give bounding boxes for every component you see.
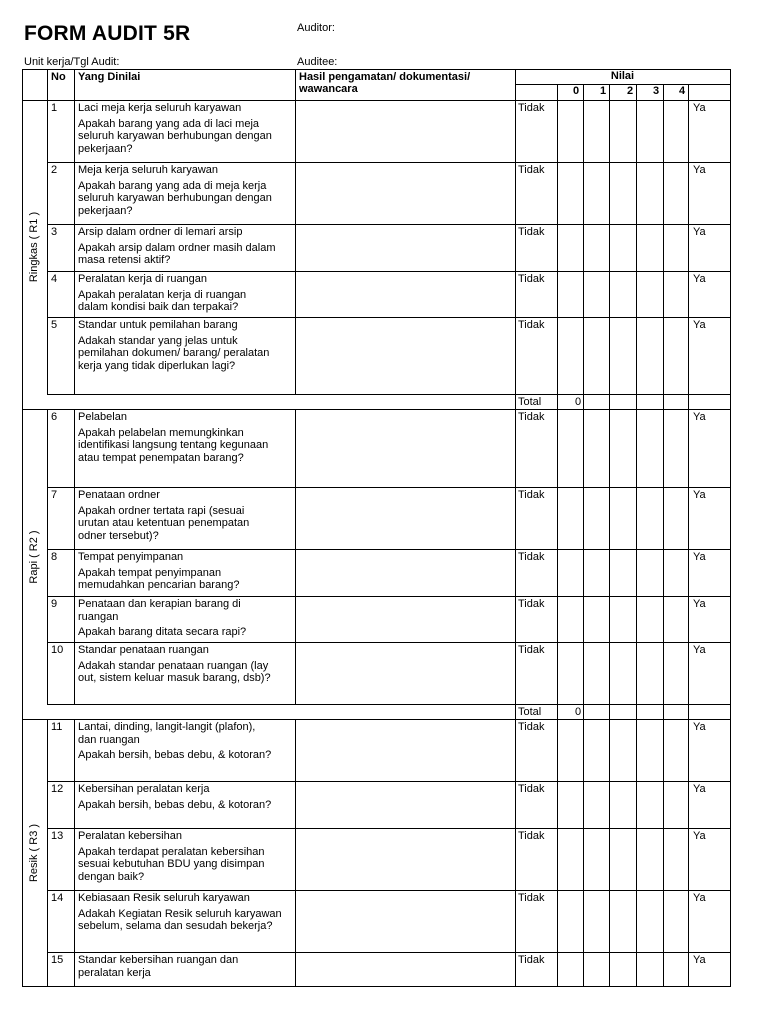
item-question: seluruh karyawan berhubungan dengan <box>78 192 272 204</box>
column-divider <box>609 84 610 986</box>
column-divider <box>663 84 664 986</box>
item-question: Apakah terdapat peralatan kebersihan <box>78 845 265 858</box>
item-question: Apakah pelabelan memungkinkan <box>78 426 244 439</box>
item-question: odner tersebut)? <box>78 529 159 542</box>
item-title: Laci meja kerja seluruh karyawan <box>78 102 242 114</box>
item-question: kerja yang tidak diperlukan lagi? <box>78 359 236 372</box>
item-number: 9 <box>51 598 58 610</box>
column-divider <box>74 100 75 394</box>
column-divider <box>295 409 296 704</box>
header-hasil-line2: wawancara <box>299 83 358 95</box>
item-number: 2 <box>51 164 58 176</box>
row-divider <box>22 719 731 720</box>
item-number: 6 <box>51 411 58 423</box>
item-title: Penataan dan kerapian barang di <box>78 598 241 610</box>
scale-ya: Ya <box>693 783 706 795</box>
item-question: Apakah arsip dalam ordner masih dalam <box>78 241 276 254</box>
total-value: 0 <box>575 706 582 718</box>
header-yang-dinilai: Yang Dinilai <box>78 71 141 83</box>
row-divider <box>47 952 731 953</box>
column-divider <box>295 100 296 394</box>
item-number: 11 <box>51 721 63 733</box>
scale-tidak: Tidak <box>518 783 545 795</box>
auditee-label: Auditee: <box>297 56 338 68</box>
row-divider <box>47 704 731 705</box>
scale-tidak: Tidak <box>518 644 545 656</box>
item-question: Apakah barang yang ada di laci meja <box>78 117 260 130</box>
scale-ya: Ya <box>693 319 706 331</box>
row-divider <box>47 781 731 782</box>
item-number: 1 <box>51 102 58 114</box>
item-question: Apakah peralatan kerja di ruangan <box>78 288 247 301</box>
column-divider <box>47 719 48 986</box>
scale-ya: Ya <box>693 551 706 563</box>
item-question: memudahkan pencarian barang? <box>78 579 240 591</box>
unit-audit-label: Unit kerja/Tgl Audit: <box>24 56 120 68</box>
item-question: Apakah barang ditata secara rapi? <box>78 626 247 638</box>
header-hasil: Hasil pengamatan/ dokumentasi/ <box>299 71 471 83</box>
section-label: Resik ( R3 ) <box>28 823 40 882</box>
item-question: pemilahan dokumen/ barang/ peralatan <box>78 347 270 359</box>
scale-tidak: Tidak <box>518 164 545 176</box>
item-number: 14 <box>51 892 64 904</box>
column-divider <box>47 100 48 394</box>
item-title: Tempat penyimpanan <box>78 551 184 563</box>
column-divider <box>22 69 23 986</box>
column-divider <box>295 719 296 986</box>
header-no: No <box>51 71 66 83</box>
item-number: 10 <box>51 644 64 656</box>
row-divider <box>47 317 731 318</box>
column-divider <box>74 69 75 100</box>
score-header-4: 4 <box>679 85 686 97</box>
item-question: Adakah standar yang jelas untuk <box>78 334 238 347</box>
total-label: Total <box>518 706 542 718</box>
item-title: Peralatan kerja di ruangan <box>78 273 208 285</box>
row-divider <box>22 986 731 987</box>
column-divider <box>583 84 584 986</box>
scale-ya: Ya <box>693 954 706 966</box>
item-question: Apakah bersih, bebas debu, & kotoran? <box>78 798 272 811</box>
item-title: Pelabelan <box>78 411 127 423</box>
item-title: peralatan kerja <box>78 966 151 979</box>
section-label: Rapi ( R2 ) <box>28 529 40 584</box>
row-divider <box>47 890 731 891</box>
score-header-1: 1 <box>600 85 607 97</box>
scale-tidak: Tidak <box>518 551 545 563</box>
scale-ya: Ya <box>693 892 706 904</box>
item-question: urutan atau ketentuan penempatan <box>78 517 250 529</box>
form-title: FORM AUDIT 5R <box>24 22 191 45</box>
item-question: Apakah tempat penyimpanan <box>78 566 222 579</box>
scale-ya: Ya <box>693 489 706 501</box>
item-question: seluruh karyawan berhubungan dengan <box>78 130 272 142</box>
item-question: identifikasi langsung tentang kegunaan <box>78 439 269 451</box>
scale-ya: Ya <box>693 598 706 610</box>
row-divider <box>47 394 731 395</box>
item-question: Apakah barang yang ada di meja kerja <box>78 179 267 192</box>
scale-ya: Ya <box>693 830 706 842</box>
row-divider <box>47 487 731 488</box>
scale-tidak: Tidak <box>518 598 545 610</box>
total-value: 0 <box>575 396 582 408</box>
row-divider <box>47 549 731 550</box>
column-divider <box>515 69 516 986</box>
score-header-2: 2 <box>627 85 634 97</box>
row-divider <box>47 271 731 272</box>
item-question: dengan baik? <box>78 870 145 883</box>
scale-tidak: Tidak <box>518 319 545 331</box>
row-divider <box>515 84 731 85</box>
scale-ya: Ya <box>693 644 706 656</box>
row-divider <box>47 642 731 643</box>
column-divider <box>688 84 689 986</box>
column-divider <box>47 409 48 704</box>
row-divider <box>47 224 731 225</box>
scale-tidak: Tidak <box>518 830 545 842</box>
column-divider <box>557 84 558 986</box>
column-divider <box>74 719 75 986</box>
item-title: Penataan ordner <box>78 489 160 501</box>
item-question: pekerjaan? <box>78 204 133 217</box>
column-divider <box>47 69 48 100</box>
item-title: Lantai, dinding, langit-langit (plafon), <box>78 721 256 733</box>
item-title: Arsip dalam ordner di lemari arsip <box>78 226 243 238</box>
scale-tidak: Tidak <box>518 226 545 238</box>
scale-ya: Ya <box>693 226 706 238</box>
scale-tidak: Tidak <box>518 273 545 285</box>
item-number: 5 <box>51 319 58 331</box>
section-label: Ringkas ( R1 ) <box>28 211 40 283</box>
column-divider <box>636 84 637 986</box>
item-number: 3 <box>51 226 58 238</box>
score-header-3: 3 <box>653 85 660 97</box>
row-divider <box>22 100 731 101</box>
item-number: 13 <box>51 830 64 842</box>
item-number: 8 <box>51 551 58 563</box>
item-question: Adakah Kegiatan Resik seluruh karyawan <box>78 907 282 920</box>
column-divider <box>730 69 731 987</box>
item-question: masa retensi aktif? <box>78 254 171 266</box>
auditor-label: Auditor: <box>297 22 335 34</box>
scale-tidak: Tidak <box>518 721 545 733</box>
column-divider <box>295 69 296 100</box>
item-question: pekerjaan? <box>78 142 133 155</box>
row-divider <box>22 409 731 410</box>
item-number: 12 <box>51 783 64 795</box>
header-nilai: Nilai <box>610 70 635 82</box>
item-title: Meja kerja seluruh karyawan <box>78 164 219 176</box>
scale-tidak: Tidak <box>518 102 545 114</box>
scale-tidak: Tidak <box>518 411 545 423</box>
item-question: atau tempat penempatan barang? <box>78 451 244 464</box>
scale-tidak: Tidak <box>518 489 545 501</box>
total-label: Total <box>518 396 542 408</box>
item-title: dan ruangan <box>78 733 140 746</box>
item-title: Kebiasaan Resik seluruh karyawan <box>78 892 250 904</box>
item-number: 15 <box>51 954 64 966</box>
item-question: out, sistem keluar masuk barang, dsb)? <box>78 672 271 684</box>
scale-ya: Ya <box>693 273 706 285</box>
item-title: Standar untuk pemilahan barang <box>78 319 238 331</box>
column-divider <box>74 409 75 704</box>
item-question: Apakah bersih, bebas debu, & kotoran? <box>78 749 272 761</box>
row-divider <box>47 828 731 829</box>
score-header-0: 0 <box>573 85 580 97</box>
item-question: sebelum, selama dan sesudah bekerja? <box>78 920 273 932</box>
item-title: Kebersihan peralatan kerja <box>78 783 210 795</box>
row-divider <box>47 162 731 163</box>
scale-ya: Ya <box>693 411 706 423</box>
item-question: dalam kondisi baik dan terpakai? <box>78 301 239 313</box>
item-title: Standar penataan ruangan <box>78 644 209 656</box>
item-question: sesuai kebutuhan BDU yang disimpan <box>78 858 265 870</box>
item-title: ruangan <box>78 610 119 623</box>
item-title: Peralatan kebersihan <box>78 830 182 842</box>
item-title: Standar kebersihan ruangan dan <box>78 954 239 966</box>
item-question: Apakah ordner tertata rapi (sesuai <box>78 504 245 517</box>
item-number: 7 <box>51 489 58 501</box>
scale-ya: Ya <box>693 721 706 733</box>
scale-tidak: Tidak <box>518 954 545 966</box>
item-question: Adakah standar penataan ruangan (lay <box>78 659 269 672</box>
scale-ya: Ya <box>693 164 706 176</box>
scale-tidak: Tidak <box>518 892 545 904</box>
item-number: 4 <box>51 273 58 285</box>
row-divider <box>47 596 731 597</box>
scale-ya: Ya <box>693 102 706 114</box>
